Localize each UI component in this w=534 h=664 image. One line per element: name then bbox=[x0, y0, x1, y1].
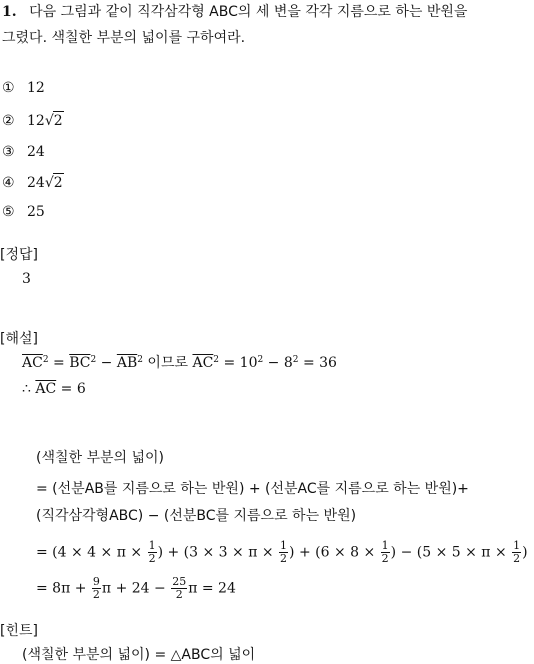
denominator: 2 bbox=[92, 588, 100, 601]
choice-mark: ② bbox=[2, 113, 15, 129]
calc-part: π + 24 − bbox=[101, 580, 171, 597]
segment-bc: $\overline{BC}$ bbox=[69, 355, 91, 371]
fraction-half bbox=[381, 540, 390, 565]
numerator: 1 bbox=[513, 539, 521, 552]
connective-word: 이므로 bbox=[142, 355, 193, 371]
segment-ac: $\overline{AC}$ bbox=[192, 355, 214, 371]
question-text-1: 다음 그림과 같이 직각삼각형 ABC의 세 변을 각각 지름으로 하는 반원을 bbox=[29, 4, 468, 20]
radicand: 2 bbox=[53, 113, 63, 129]
therefore-symbol: ∴ bbox=[22, 381, 36, 397]
equals: = bbox=[48, 355, 70, 371]
answer-heading: [정답] bbox=[0, 247, 38, 263]
calc-part: ) + (3 × 3 × π × bbox=[157, 544, 279, 561]
numerator: 1 bbox=[381, 539, 389, 552]
choice-1[interactable] bbox=[2, 79, 45, 97]
choice-mark: ⑤ bbox=[2, 204, 15, 220]
exponent: 2 bbox=[292, 355, 299, 365]
fraction-half bbox=[148, 540, 157, 565]
calc-part: ) bbox=[522, 544, 528, 561]
hint-heading: [힌트] bbox=[0, 623, 38, 639]
hint-text: (색칠한 부분의 넓이) = △ABC의 넓이 bbox=[22, 647, 256, 663]
segment-ac: $\overline{AC}$ bbox=[22, 355, 43, 371]
question-number: 1. bbox=[2, 4, 17, 20]
denominator: 2 bbox=[381, 552, 389, 565]
numerator: 9 bbox=[92, 575, 100, 588]
choice-mark: ③ bbox=[2, 144, 15, 160]
sqrt-sign: √ bbox=[44, 113, 54, 129]
choice-value: 25 bbox=[27, 204, 45, 220]
calc-part: π = 24 bbox=[188, 580, 236, 597]
eq-part: − 8 bbox=[263, 355, 293, 371]
question-line-1 bbox=[2, 3, 467, 21]
minus: − bbox=[96, 355, 117, 371]
exponent: 2 bbox=[90, 355, 97, 365]
denominator: 2 bbox=[280, 552, 288, 565]
choice-2[interactable] bbox=[2, 111, 64, 130]
choice-mark: ④ bbox=[2, 175, 15, 191]
fraction-half bbox=[512, 540, 521, 565]
choice-value: 12 bbox=[27, 80, 45, 96]
solution-line-2: = (선분AB를 지름으로 하는 반원) + (선분AC를 지름으로 하는 반원)+ bbox=[36, 481, 469, 497]
exponent: 2 bbox=[213, 355, 220, 365]
radicand: 2 bbox=[53, 175, 63, 191]
solution-equation-2 bbox=[22, 380, 86, 398]
choice-4[interactable] bbox=[2, 173, 64, 192]
fraction-half bbox=[279, 540, 288, 565]
numerator: 25 bbox=[172, 575, 187, 588]
choice-value: 12 bbox=[27, 113, 45, 129]
exponent: 2 bbox=[257, 355, 264, 365]
segment-ac: $\overline{AC}$ bbox=[35, 381, 57, 397]
numerator: 1 bbox=[280, 539, 288, 552]
question-text-2: 그렸다. 색칠한 부분의 넓이를 구하여라. bbox=[2, 30, 246, 46]
exponent: 2 bbox=[42, 355, 49, 365]
denominator: 2 bbox=[175, 588, 183, 601]
eq-part: = 10 bbox=[219, 355, 258, 371]
solution-calc-1 bbox=[36, 540, 528, 565]
eq-part: = 6 bbox=[56, 381, 86, 397]
answer-value: 3 bbox=[22, 271, 31, 287]
solution-equation-1 bbox=[22, 354, 337, 372]
denominator: 2 bbox=[148, 552, 156, 565]
calc-part: ) + (6 × 8 × bbox=[289, 544, 380, 561]
solution-calc-2 bbox=[36, 576, 236, 601]
solution-heading: [해설] bbox=[0, 331, 38, 347]
choice-value: 24 bbox=[27, 175, 45, 191]
numerator: 1 bbox=[148, 539, 156, 552]
choice-5[interactable] bbox=[2, 203, 45, 221]
exponent: 2 bbox=[137, 355, 143, 365]
calc-part: = 8π + bbox=[36, 580, 91, 597]
solution-line-3: (직각삼각형ABC) − (선분BC를 지름으로 하는 반원) bbox=[36, 508, 357, 524]
segment-ab: $\overline{AB}$ bbox=[116, 355, 138, 371]
choice-mark: ① bbox=[2, 80, 15, 96]
fraction bbox=[92, 576, 101, 601]
denominator: 2 bbox=[513, 552, 521, 565]
sqrt-sign: √ bbox=[44, 175, 54, 191]
solution-line-1: (색칠한 부분의 넓이) bbox=[36, 450, 165, 466]
calc-part: ) − (5 × 5 × π × bbox=[390, 544, 512, 561]
choice-3[interactable] bbox=[2, 143, 45, 161]
fraction bbox=[171, 576, 187, 601]
eq-part: = 36 bbox=[298, 355, 337, 371]
calc-part: = (4 × 4 × π × bbox=[36, 544, 147, 561]
choice-value: 24 bbox=[27, 144, 45, 160]
